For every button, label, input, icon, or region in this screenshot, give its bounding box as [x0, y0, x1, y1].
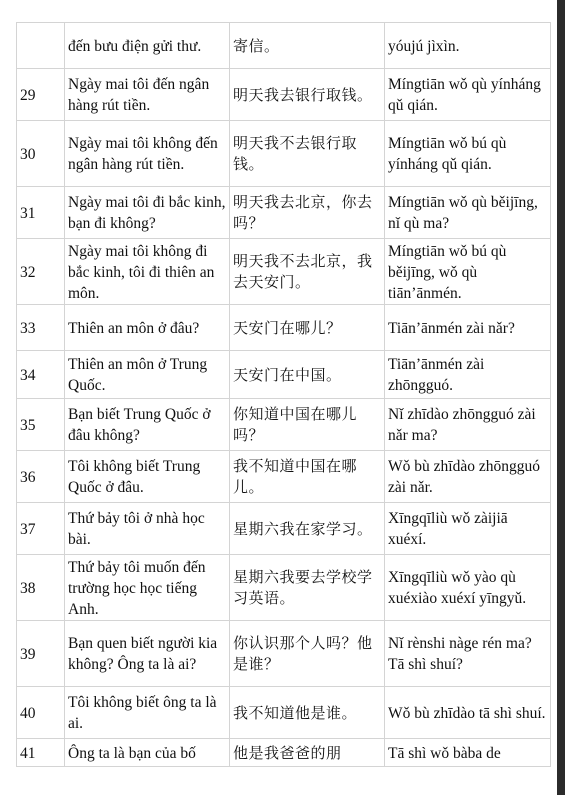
pinyin-cell: Wǒ bù zhīdào zhōngguó zài nǎr. [385, 451, 551, 503]
table-row [17, 121, 551, 187]
vietnamese-cell: Ông ta là bạn của bố [65, 739, 230, 767]
chinese-cell: 我不知道中国在哪儿。 [230, 451, 385, 503]
vietnamese-cell: Ngày mai tôi đi bắc kinh, bạn đi không? [65, 187, 230, 239]
chinese-cell: 我不知道他是谁。 [230, 687, 385, 739]
chinese-cell: 他是我爸爸的朋 [230, 739, 385, 767]
row-number: 33 [17, 305, 65, 351]
table-row [17, 503, 551, 555]
row-number: 38 [17, 555, 65, 621]
vietnamese-cell: đến bưu điện gửi thư. [65, 23, 230, 69]
pinyin-cell: Míngtiān wǒ qù běijīng, nǐ qù ma? [385, 187, 551, 239]
table-row [17, 621, 551, 687]
chinese-cell: 明天我去银行取钱。 [230, 69, 385, 121]
vietnamese-cell: Thứ bảy tôi ở nhà học bài. [65, 503, 230, 555]
row-number: 35 [17, 399, 65, 451]
chinese-cell: 寄信。 [230, 23, 385, 69]
table-row [17, 23, 551, 69]
chinese-cell: 天安门在中国。 [230, 351, 385, 399]
chinese-cell: 星期六我要去学校学习英语。 [230, 555, 385, 621]
row-number: 40 [17, 687, 65, 739]
pinyin-cell: Wǒ bù zhīdào tā shì shuí. [385, 687, 551, 739]
row-number: 30 [17, 121, 65, 187]
row-number: 29 [17, 69, 65, 121]
pinyin-cell: Xīngqīliù wǒ yào qù xuéxiào xuéxí yīngyǔ. [385, 555, 551, 621]
chinese-cell: 明天我不去银行取钱。 [230, 121, 385, 187]
pinyin-cell: Xīngqīliù wǒ zàijiā xuéxí. [385, 503, 551, 555]
pinyin-cell: Míngtiān wǒ qù yínháng qǔ qián. [385, 69, 551, 121]
row-number: 32 [17, 239, 65, 305]
vietnamese-cell: Ngày mai tôi đến ngân hàng rút tiền. [65, 69, 230, 121]
vocabulary-table [16, 22, 551, 767]
table-row [17, 739, 551, 767]
row-number: 37 [17, 503, 65, 555]
chinese-cell: 明天我去北京，你去吗？ [230, 187, 385, 239]
vietnamese-cell: Thiên an môn ở Trung Quốc. [65, 351, 230, 399]
chinese-cell: 你认识那个人吗？他是谁？ [230, 621, 385, 687]
row-number: 36 [17, 451, 65, 503]
vietnamese-cell: Thứ bảy tôi muốn đến trường học học tiếng Anh. [65, 555, 230, 621]
vietnamese-cell: Ngày mai tôi không đến ngân hàng rút tiền. [65, 121, 230, 187]
row-number: 41 [17, 739, 65, 767]
pinyin-cell: Nǐ zhīdào zhōngguó zài nǎr ma? [385, 399, 551, 451]
table-row [17, 399, 551, 451]
chinese-cell: 星期六我在家学习。 [230, 503, 385, 555]
row-number [17, 23, 65, 69]
pinyin-cell: Tiān’ānmén zài nǎr? [385, 305, 551, 351]
pinyin-cell: Míngtiān wǒ bú qù yínháng qǔ qián. [385, 121, 551, 187]
vietnamese-cell: Ngày mai tôi không đi bắc kinh, tôi đi thiên an môn. [65, 239, 230, 305]
table-row [17, 305, 551, 351]
pinyin-cell: Tiān’ānmén zài zhōngguó. [385, 351, 551, 399]
row-number: 31 [17, 187, 65, 239]
table-row [17, 451, 551, 503]
table-row [17, 555, 551, 621]
vietnamese-cell: Tôi không biết Trung Quốc ở đâu. [65, 451, 230, 503]
table-row [17, 351, 551, 399]
vietnamese-cell: Bạn biết Trung Quốc ở đâu không? [65, 399, 230, 451]
table-row [17, 187, 551, 239]
pinyin-cell: Tā shì wǒ bàba de [385, 739, 551, 767]
row-number: 34 [17, 351, 65, 399]
table-row [17, 239, 551, 305]
table-row [17, 687, 551, 739]
pinyin-cell: Nǐ rènshi nàge rén ma? Tā shì shuí? [385, 621, 551, 687]
row-number: 39 [17, 621, 65, 687]
chinese-cell: 你知道中国在哪儿吗？ [230, 399, 385, 451]
pinyin-cell: yóujú jìxìn. [385, 23, 551, 69]
vietnamese-cell: Tôi không biết ông ta là ai. [65, 687, 230, 739]
chinese-cell: 天安门在哪儿？ [230, 305, 385, 351]
vietnamese-cell: Thiên an môn ở đâu? [65, 305, 230, 351]
pinyin-cell: Míngtiān wǒ bú qù běijīng, wǒ qù tiān’ānmén. [385, 239, 551, 305]
table-row [17, 69, 551, 121]
vietnamese-cell: Bạn quen biết người kia không? Ông ta là ai? [65, 621, 230, 687]
chinese-cell: 明天我不去北京，我去天安门。 [230, 239, 385, 305]
